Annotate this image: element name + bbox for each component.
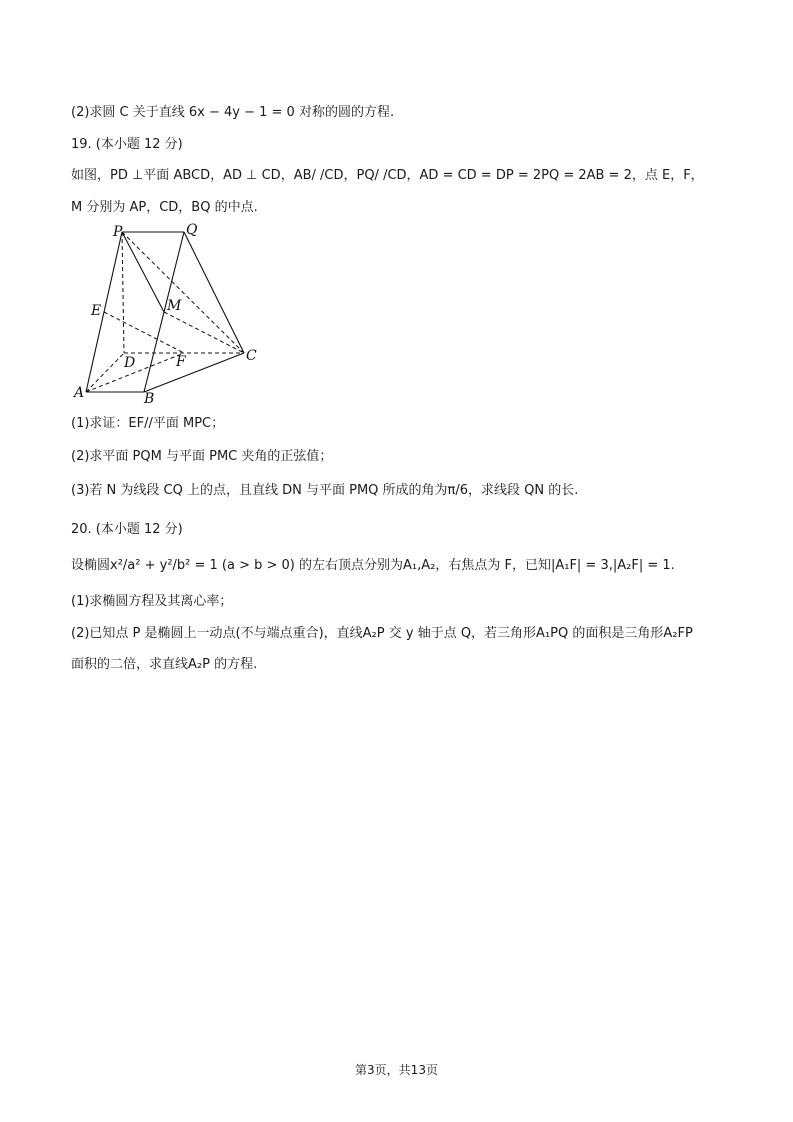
label-D: D xyxy=(124,355,136,371)
q19-part3: (3)若 N 为线段 CQ 上的点，且直线 DN 与平面 PMQ 所成的角为π/6，求线段 QN 的长. xyxy=(71,483,579,498)
geometry-figure xyxy=(72,220,272,405)
q20-part1: (1)求椭圆方程及其离心率； xyxy=(71,594,233,609)
q19-part1: (1)求证：EF//平面 MPC； xyxy=(71,416,225,431)
label-P: P xyxy=(113,224,123,240)
q20-stem: 设椭圆x²/a² + y²/b² = 1 (a > b > 0) 的左右顶点分别为A₁,A₂，右焦点为 F，已知|A₁F| = 3,|A₂F| = 1. xyxy=(71,558,675,573)
label-B: B xyxy=(144,391,155,405)
label-M: M xyxy=(167,298,182,314)
q20-heading: 20. (本小题 12 分) xyxy=(71,522,183,537)
label-A: A xyxy=(74,385,85,401)
q19-stem-line1: 如图，PD ⊥平面 ABCD，AD ⊥ CD，AB/ /CD，PQ/ /CD，AD = CD = DP = 2PQ = 2AB = 2，点 E，F， xyxy=(71,168,704,183)
q20-part2-line2: 面积的二倍，求直线A₂P 的方程. xyxy=(71,657,258,672)
q19-part2: (2)求平面 PQM 与平面 PMC 夹角的正弦值； xyxy=(71,449,333,464)
label-C: C xyxy=(246,348,257,364)
q19-heading: 19. (本小题 12 分) xyxy=(71,137,183,152)
q18-part2: (2)求圆 C 关于直线 6x − 4y − 1 = 0 对称的圆的方程. xyxy=(71,105,395,120)
page-footer: 第3页，共13页 xyxy=(355,1063,438,1077)
label-F: F xyxy=(176,354,186,370)
q20-part2-line1: (2)已知点 P 是椭圆上一动点(不与端点重合)，直线A₂P 交 y 轴于点 Q，若三角形A₁PQ 的面积是三角形A₂FP xyxy=(71,626,693,641)
label-Q: Q xyxy=(186,222,198,238)
q19-stem-line2: M 分别为 AP，CD，BQ 的中点. xyxy=(71,200,258,215)
label-E: E xyxy=(91,303,102,319)
